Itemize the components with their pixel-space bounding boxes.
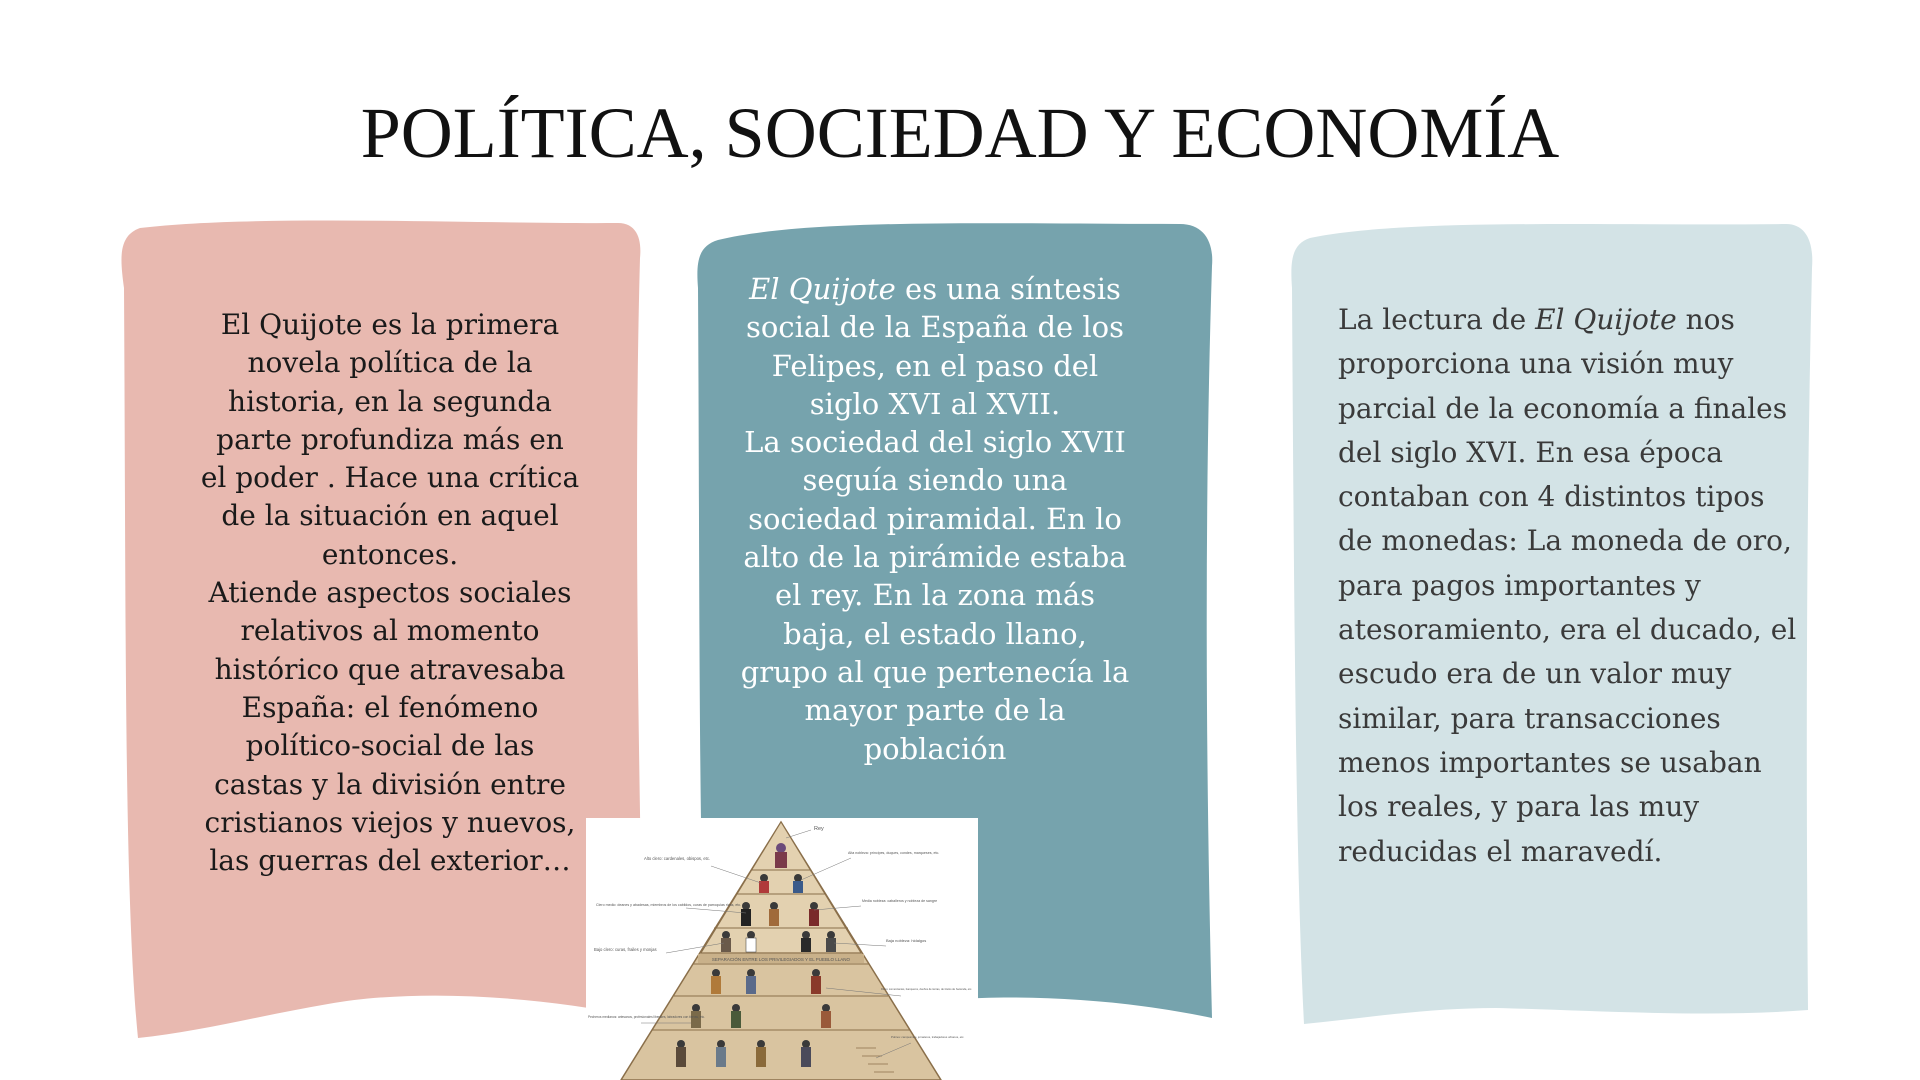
pyramid-left-label-1: Alto clero: cardenales, obispos, etc. [644, 856, 711, 861]
pyramid-top-label: Rey [814, 826, 824, 832]
social-pyramid-illustration [586, 818, 978, 1080]
pyramid-right-label-5: Pobres: campesinos, jornaleros, trabajadores urbanos, etc. [891, 1035, 965, 1039]
pyramid-divider-label: SEPARACIÓN ENTRE LOS PRIVILEGIADOS Y EL PUEBLO LLANO [711, 957, 851, 962]
politics-paragraph-1: El Quijote es la primera novela política de la historia, en la segunda parte profundiza más en el poder . Hace una crítica de la situación en aquel entonces. [200, 308, 580, 571]
pyramid-left-label-4: Pecheros medianos: artesanos, profesionales liberales, labradores con tierras, etc. [588, 1015, 705, 1019]
economy-book-title: El Quijote [1535, 303, 1677, 336]
pyramid-right-label-2: Media nobleza: caballeros y nobleza de sangre [862, 899, 938, 903]
society-paragraph-1-rest: es una síntesis social de la España de los Felipes, en el paso del siglo XVI al XVII. [745, 272, 1125, 421]
economy-text-after: nos proporciona una visión muy parcial de la economía a finales del siglo XVI. En esa época contaban con 4 distintos tipos de monedas: La moneda de oro, para pagos importantes y atesoramiento, era el ducado, el escudo era de un valor muy similar, para transacciones menos importantes se usaban los reales, y para las muy reducidas el maravedí. [1338, 303, 1797, 868]
slide-title: POLÍTICA, SOCIEDAD Y ECONOMÍA [360, 93, 1560, 173]
society-paragraph-1 [740, 270, 1130, 423]
society-card-text [740, 270, 1130, 768]
pyramid-left-label-2: Clero medio: deanes y abadesas, miembros de los cabildos, curas de parroquias ricas, etc. [596, 903, 742, 907]
economy-text-before: La lectura de [1338, 303, 1536, 336]
pyramid-right-label-1: Alta nobleza: príncipes, duques, condes, marqueses, etc. [848, 851, 940, 855]
pyramid-right-label-4: Ricos: comerciantes, banqueros, dueños de tierras, de títulos de hacienda, etc. [881, 988, 972, 991]
politics-paragraph-2: Atiende aspectos sociales relativos al momento histórico que atravesaba España: el fenómeno político-social de las castas y la división entre cristianos viejos y nuevos, las guerras del exterior… [204, 576, 576, 878]
economy-card-text [1338, 298, 1798, 874]
pyramid-left-label-3: Bajo clero: curas, frailes y monjas [594, 947, 657, 952]
politics-card-text [200, 306, 580, 880]
pyramid-right-label-3: Baja nobleza: hidalgos [886, 938, 927, 943]
society-book-title: El Quijote [749, 272, 896, 306]
social-pyramid-image [586, 818, 978, 1080]
society-paragraph-2: La sociedad del siglo XVII seguía siendo una sociedad piramidal. En lo alto de la pirámide estaba el rey. En la zona más baja, el estado llano, grupo al que pertenecía la mayor parte de la población [740, 425, 1130, 766]
